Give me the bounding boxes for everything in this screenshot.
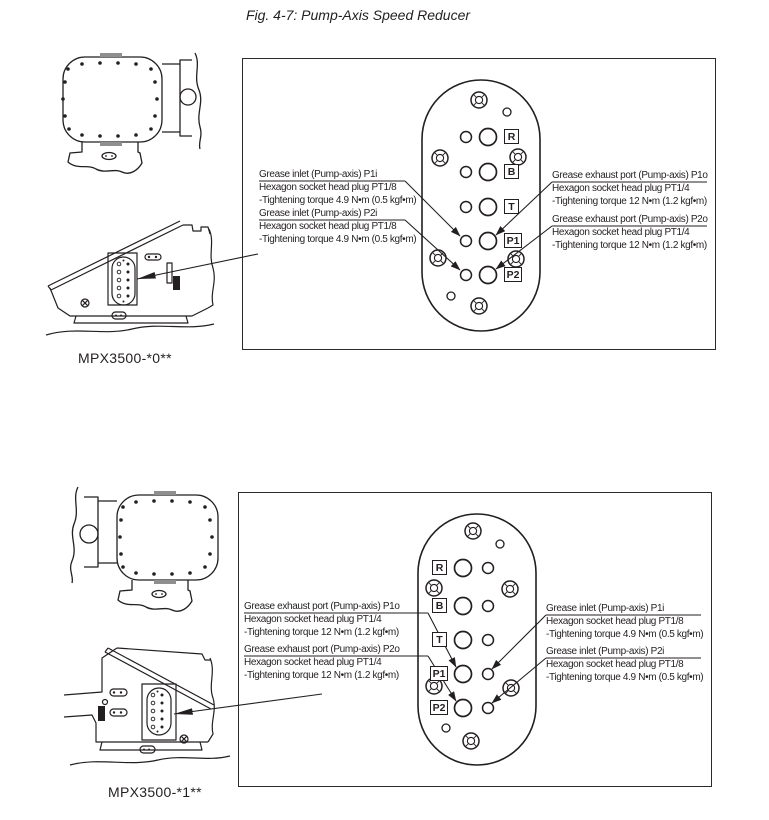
- annotation-grease-inlet-p2i-lower: [546, 645, 703, 684]
- annotation-torque: -Tightening torque 12 N•m (1.2 kgf•m): [244, 670, 399, 681]
- annotation-grease-exhaust-p2o-upper: [552, 213, 708, 252]
- speed-reducer-side-view-lower: [62, 644, 237, 779]
- mount-tabs: [154, 491, 176, 584]
- annotation-title: Grease exhaust port (Pump-axis) P1o: [552, 170, 708, 181]
- annotation-torque: -Tightening torque 12 N•m (1.2 kgf•m): [552, 196, 707, 207]
- port-label-p2-lower: P2: [430, 700, 448, 715]
- large-port-holes: [480, 129, 497, 284]
- annotation-grease-exhaust-p2o-lower: [244, 643, 400, 682]
- connector-block: [173, 276, 180, 290]
- mount-tabs: [100, 53, 122, 146]
- annotation-grease-exhaust-p1o-upper: [552, 169, 708, 208]
- annotation-plug: Hexagon socket head plug PT1/8: [259, 221, 397, 232]
- annotation-grease-inlet-p1i-upper: [259, 168, 416, 207]
- annotation-torque: -Tightening torque 4.9 N•m (0.5 kgf•m): [546, 629, 704, 640]
- annotation-grease-exhaust-p1o-lower: [244, 600, 400, 639]
- annotation-plug: Hexagon socket head plug PT1/4: [552, 227, 690, 238]
- annotation-plug: Hexagon socket head plug PT1/8: [546, 659, 684, 670]
- speed-reducer-top-view-lower: [58, 484, 253, 639]
- annotation-title: Grease inlet (Pump-axis) P2i: [259, 208, 378, 219]
- detail-box-upper: [242, 58, 716, 350]
- annotation-grease-inlet-p2i-upper: [259, 207, 416, 246]
- model-label-upper: MPX3500-*0**: [78, 350, 172, 366]
- model-label-lower: MPX3500-*1**: [108, 784, 202, 800]
- port-label-t-upper: T: [504, 199, 519, 214]
- annotation-torque: -Tightening torque 4.9 N•m (0.5 kgf•m): [259, 195, 417, 206]
- port-label-p1-upper: P1: [504, 233, 522, 248]
- annotation-grease-inlet-p1i-lower: [546, 602, 703, 641]
- port-label-p2-upper: P2: [504, 267, 522, 282]
- annotation-plug: Hexagon socket head plug PT1/4: [244, 614, 382, 625]
- small-port-holes: [461, 132, 472, 281]
- annotation-plug: Hexagon socket head plug PT1/4: [244, 657, 382, 668]
- large-port-holes: [455, 560, 472, 717]
- annotation-title: Grease inlet (Pump-axis) P2i: [546, 646, 665, 657]
- annotation-torque: -Tightening torque 12 N•m (1.2 kgf•m): [552, 240, 707, 251]
- port-label-b-upper: B: [504, 164, 519, 179]
- annotation-title: Grease inlet (Pump-axis) P1i: [259, 169, 378, 180]
- port-label-t-lower: T: [432, 632, 447, 647]
- small-port-holes: [483, 563, 494, 714]
- connector-block: [98, 706, 105, 721]
- port-label-r-lower: R: [432, 560, 447, 575]
- annotation-title: Grease exhaust port (Pump-axis) P2o: [552, 214, 708, 225]
- detail-box-lower: [238, 492, 712, 787]
- port-label-p1-lower: P1: [430, 666, 448, 681]
- annotation-torque: -Tightening torque 4.9 N•m (0.5 kgf•m): [259, 234, 417, 245]
- annotation-torque: -Tightening torque 4.9 N•m (0.5 kgf•m): [546, 672, 704, 683]
- annotation-title: Grease inlet (Pump-axis) P1i: [546, 603, 665, 614]
- annotation-title: Grease exhaust port (Pump-axis) P1o: [244, 601, 400, 612]
- plate-port-dots: [115, 256, 157, 317]
- port-label-r-upper: R: [504, 129, 519, 144]
- annotation-plug: Hexagon socket head plug PT1/8: [546, 616, 684, 627]
- annotation-title: Grease exhaust port (Pump-axis) P2o: [244, 644, 400, 655]
- annotation-torque: -Tightening torque 12 N•m (1.2 kgf•m): [244, 627, 399, 638]
- speed-reducer-top-view-upper: [52, 52, 237, 202]
- annotation-plug: Hexagon socket head plug PT1/8: [259, 182, 397, 193]
- figure-title: Fig. 4-7: Pump-Axis Speed Reducer: [245, 7, 471, 23]
- speed-reducer-side-view-upper: [42, 208, 242, 343]
- annotation-plug: Hexagon socket head plug PT1/4: [552, 183, 690, 194]
- port-label-b-lower: B: [432, 598, 447, 613]
